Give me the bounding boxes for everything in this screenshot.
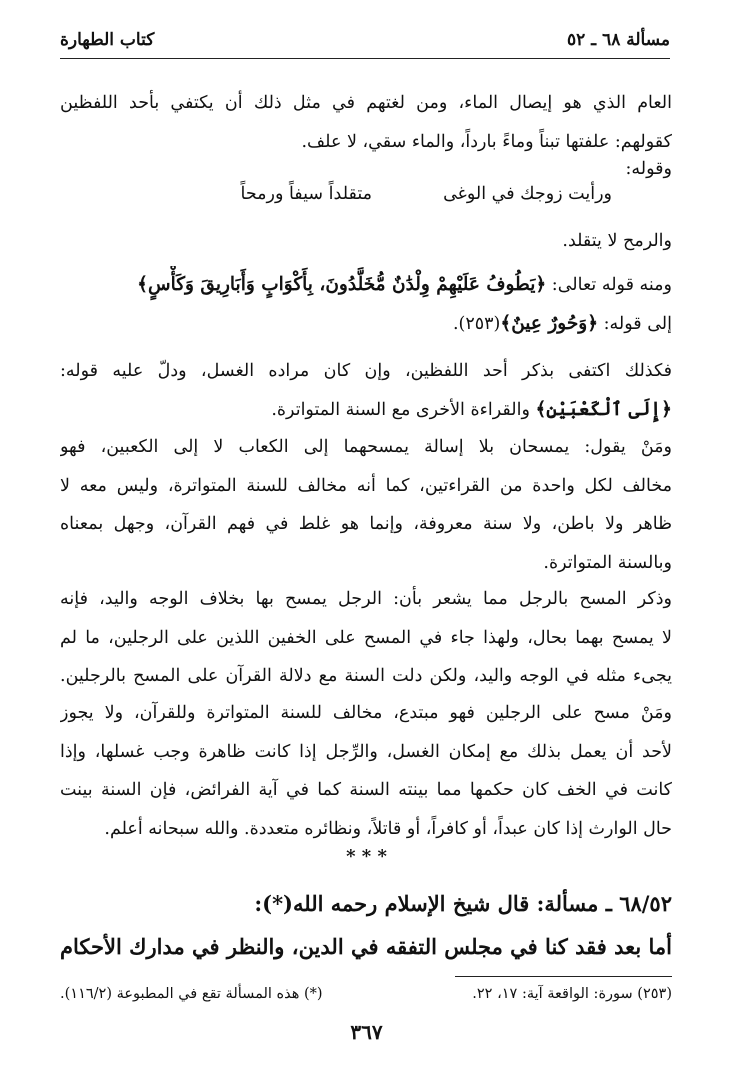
verse-hemistich-right: ورأيت زوجك في الوغى: [443, 184, 612, 204]
text-line: لا يمسح بهما بحال، ولهذا جاء في المسح على الخفين اللذين على الرجلين، ما لم: [60, 627, 672, 648]
footnote-253: (٢٥٣) سورة: الواقعة آية: ١٧، ٢٢.: [472, 986, 672, 1002]
text-span: ومنه قوله تعالى:: [546, 275, 672, 295]
text-line: حال الوارث إذا كان عبداً، أو كافراً، أو قاتلاً، ونظائره متعددة. والله سبحانه أعلم.: [104, 818, 672, 839]
text-line: [60, 266, 672, 305]
paragraph-3: [60, 266, 672, 343]
text-line: فكذلك اكتفى بذكر أحد اللفظين، وإن كان مراده الغسل، ودلّ عليه قوله:: [60, 361, 672, 381]
text-line: [60, 391, 672, 430]
text-line: يجىء مثله في الوجه واليد، ولكن دلت السنة مع دلالة القرآن على المسح بالرجلين.: [60, 666, 672, 686]
paragraph-2-after: [60, 222, 672, 261]
quran-verse: ﴿وَحُورٌ عِينٌ﴾: [500, 312, 599, 334]
text-line: وذكر المسح بالرجل مما يشعر بأن: الرجل يمسح بها بخلاف الوجه واليد، فإنه: [60, 589, 672, 609]
page-number: ٣٦٧: [350, 1020, 383, 1044]
footnote-divider: [455, 976, 672, 977]
section-separator: * * *: [346, 846, 387, 867]
text-line: مخالف لكل واحدة من القراءتين، كما أنه مخالف للسنة المتواترة، وليس معه لا: [60, 475, 672, 496]
text-line: كانت في الخف كان حكمها مما بينته السنة كما في آية الفرائض، فإن السنة بينت: [60, 780, 672, 800]
verse-hemistich-left: متقلداً سيفاً ورمحاً: [240, 184, 372, 204]
opening-line: أما بعد فقد كنا في مجلس التفقه في الدين، والنظر في مدارك الأحكام: [60, 934, 672, 959]
poetry-verse: [60, 184, 672, 222]
text-line: وقوله:: [625, 159, 672, 179]
header-book-title: كتاب الطهارة: [60, 30, 155, 50]
text-line: وبالسنة المتواترة.: [543, 552, 672, 573]
text-line: والرمح لا يتقلد.: [562, 231, 672, 251]
text-line: ومَنْ مسح على الرجلين فهو مبتدع، مخالف للسنة المتواترة وللقرآن، ولا يجوز: [60, 703, 672, 723]
paragraph-7: [60, 694, 672, 848]
paragraph-6: [60, 580, 672, 696]
running-header: [60, 30, 670, 56]
text-line: كقولهم: علفتها تبناً وماءً بارداً، والماء سقي، لا علف.: [301, 131, 672, 152]
text-line: ظاهر ولا باطن، ولا سنة معروفة، وإنما هو غلط في فهم القرآن، وجهل بمعناه: [60, 514, 672, 534]
paragraph-4: [60, 352, 672, 429]
quran-verse: ﴿يَطُوفُ عَلَيْهِمْ وِلْدَٰنٌ مُّخَلَّدُونَ، بِأَكْوَابٍ وَأَبَارِيقَ وَكَأْسٍ﴾: [137, 274, 547, 295]
quran-verse: ﴿إِلَى ٱلْكَعْبَيْنِ﴾: [535, 398, 672, 420]
text-span: إلى قوله:: [598, 313, 672, 334]
paragraph-2-intro: [60, 150, 672, 189]
footnote-star: (*) هذه المسألة تقع في المطبوعة (١١٦/٢).: [60, 986, 323, 1002]
footnote-ref: (٢٥٣).: [452, 313, 501, 334]
text-line: [60, 305, 672, 344]
text-line: العام الذي هو إيصال الماء، ومن لغتهم في مثل ذلك أن يكتفي بأحد اللفظين: [60, 93, 672, 113]
paragraph-5: [60, 428, 672, 582]
text-line: لأحد أن يعمل بذلك مع إمكان الغسل، والرِّجل إذا كانت ظاهرة وجب غسلها، وإذا: [60, 741, 672, 762]
text-span: والقراءة الأخرى مع السنة المتواترة.: [271, 399, 536, 420]
text-line: ومَنْ يقول: يمسحان بلا إسالة يمسحهما إلى الكعاب لا إلى الكعبين، فهو: [60, 437, 672, 457]
header-section-number: مسألة ٦٨ ـ ٥٢: [566, 30, 670, 50]
header-divider: [60, 58, 670, 59]
section-title: ٦٨/٥٢ ـ مسألة: قال شيخ الإسلام رحمه الله(*):: [254, 891, 672, 916]
